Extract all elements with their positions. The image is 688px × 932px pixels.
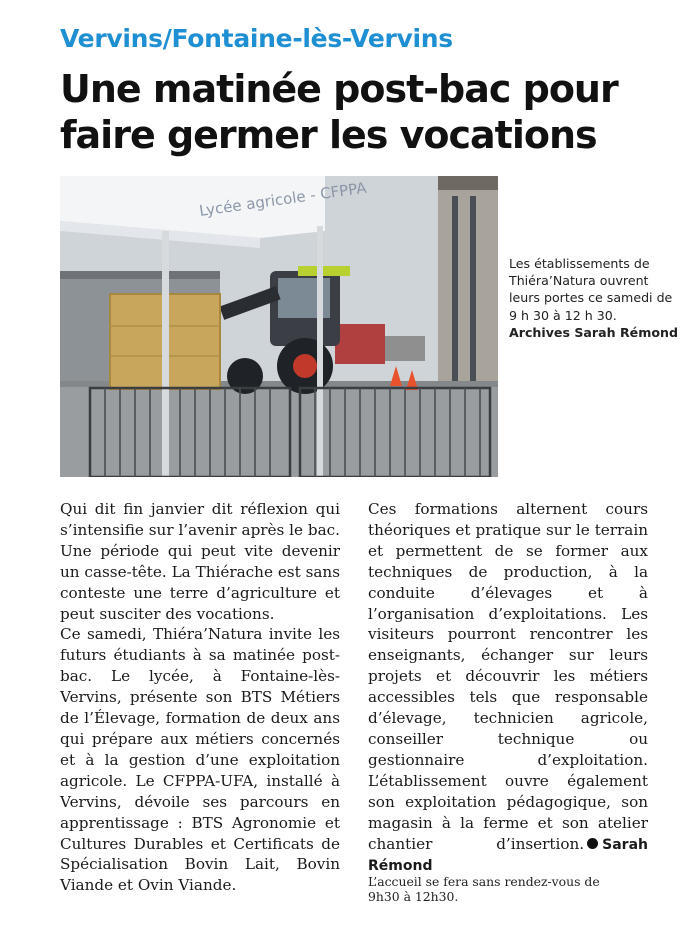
photo-caption [509, 255, 679, 341]
caption-text: Les établissements de Thiéra’Natura ouvrent leurs portes ce samedi de 9 h 30 à 12 h 30. [509, 256, 673, 323]
info-note: L’accueil se fera sans rendez-vous de 9h30 à 12h30. [368, 874, 600, 904]
paragraph-1: Qui dit fin janvier dit réflexion qui s’intensifie sur l’avenir après le bac. Une période qui peut vite devenir un casse-tête. La Thiérache est sans conteste une terre d’agriculture et peut susciter des vocations. [60, 500, 340, 623]
tent-text: Lycée agricole - CFPPA [198, 178, 368, 220]
byline: Sarah Rémond [368, 836, 648, 875]
photo-illustration [60, 176, 498, 477]
article-column-2 [368, 499, 648, 877]
headline-line-2: faire germer les vocations [60, 113, 597, 157]
article-headline [60, 66, 670, 158]
paragraph-3 [368, 499, 648, 877]
bullet-icon [587, 838, 598, 849]
caption-credit: Archives Sarah Rémond [509, 324, 678, 340]
paragraph-3-text: Ces formations alternent cours théoriques et pratique sur le terrain et permettent de se former aux techniques de production, à la conduite d’élevages et à l’organisation d’exploitations. Les visiteurs pourront rencontrer les enseignants, échanger sur leurs projets et découvrir les métiers accessibles tels que responsable d’élevage, technicien agricole, conseiller technique ou gestionnaire d’exploitation. L’établissement ouvre également son exploitation pédagogique, son magasin à la ferme et son atelier chantier d’insertion. [368, 500, 648, 853]
paragraph-2: Ce samedi, Thiéra’Natura invite les futurs étudiants à sa matinée post-bac. Le lycée, à Fontaine-lès-Vervins, présente son BTS Métiers de l’Élevage, formation de deux ans qui prépare aux métiers concernés et à la gestion d’une exploitation agricole. Le CFPPA-UFA, installé à Vervins, dévoile ses parcours en apprentissage : BTS Agronomie et Cultures Durables et Certificats de Spécialisation Bovin Lait, Bovin Viande et Ovin Viande. [60, 625, 340, 895]
article-column-1 [60, 499, 340, 896]
headline-line-1: Une matinée post-bac pour [60, 67, 618, 111]
article-photo [60, 176, 498, 477]
section-kicker: Vervins/Fontaine-lès-Vervins [60, 24, 453, 53]
